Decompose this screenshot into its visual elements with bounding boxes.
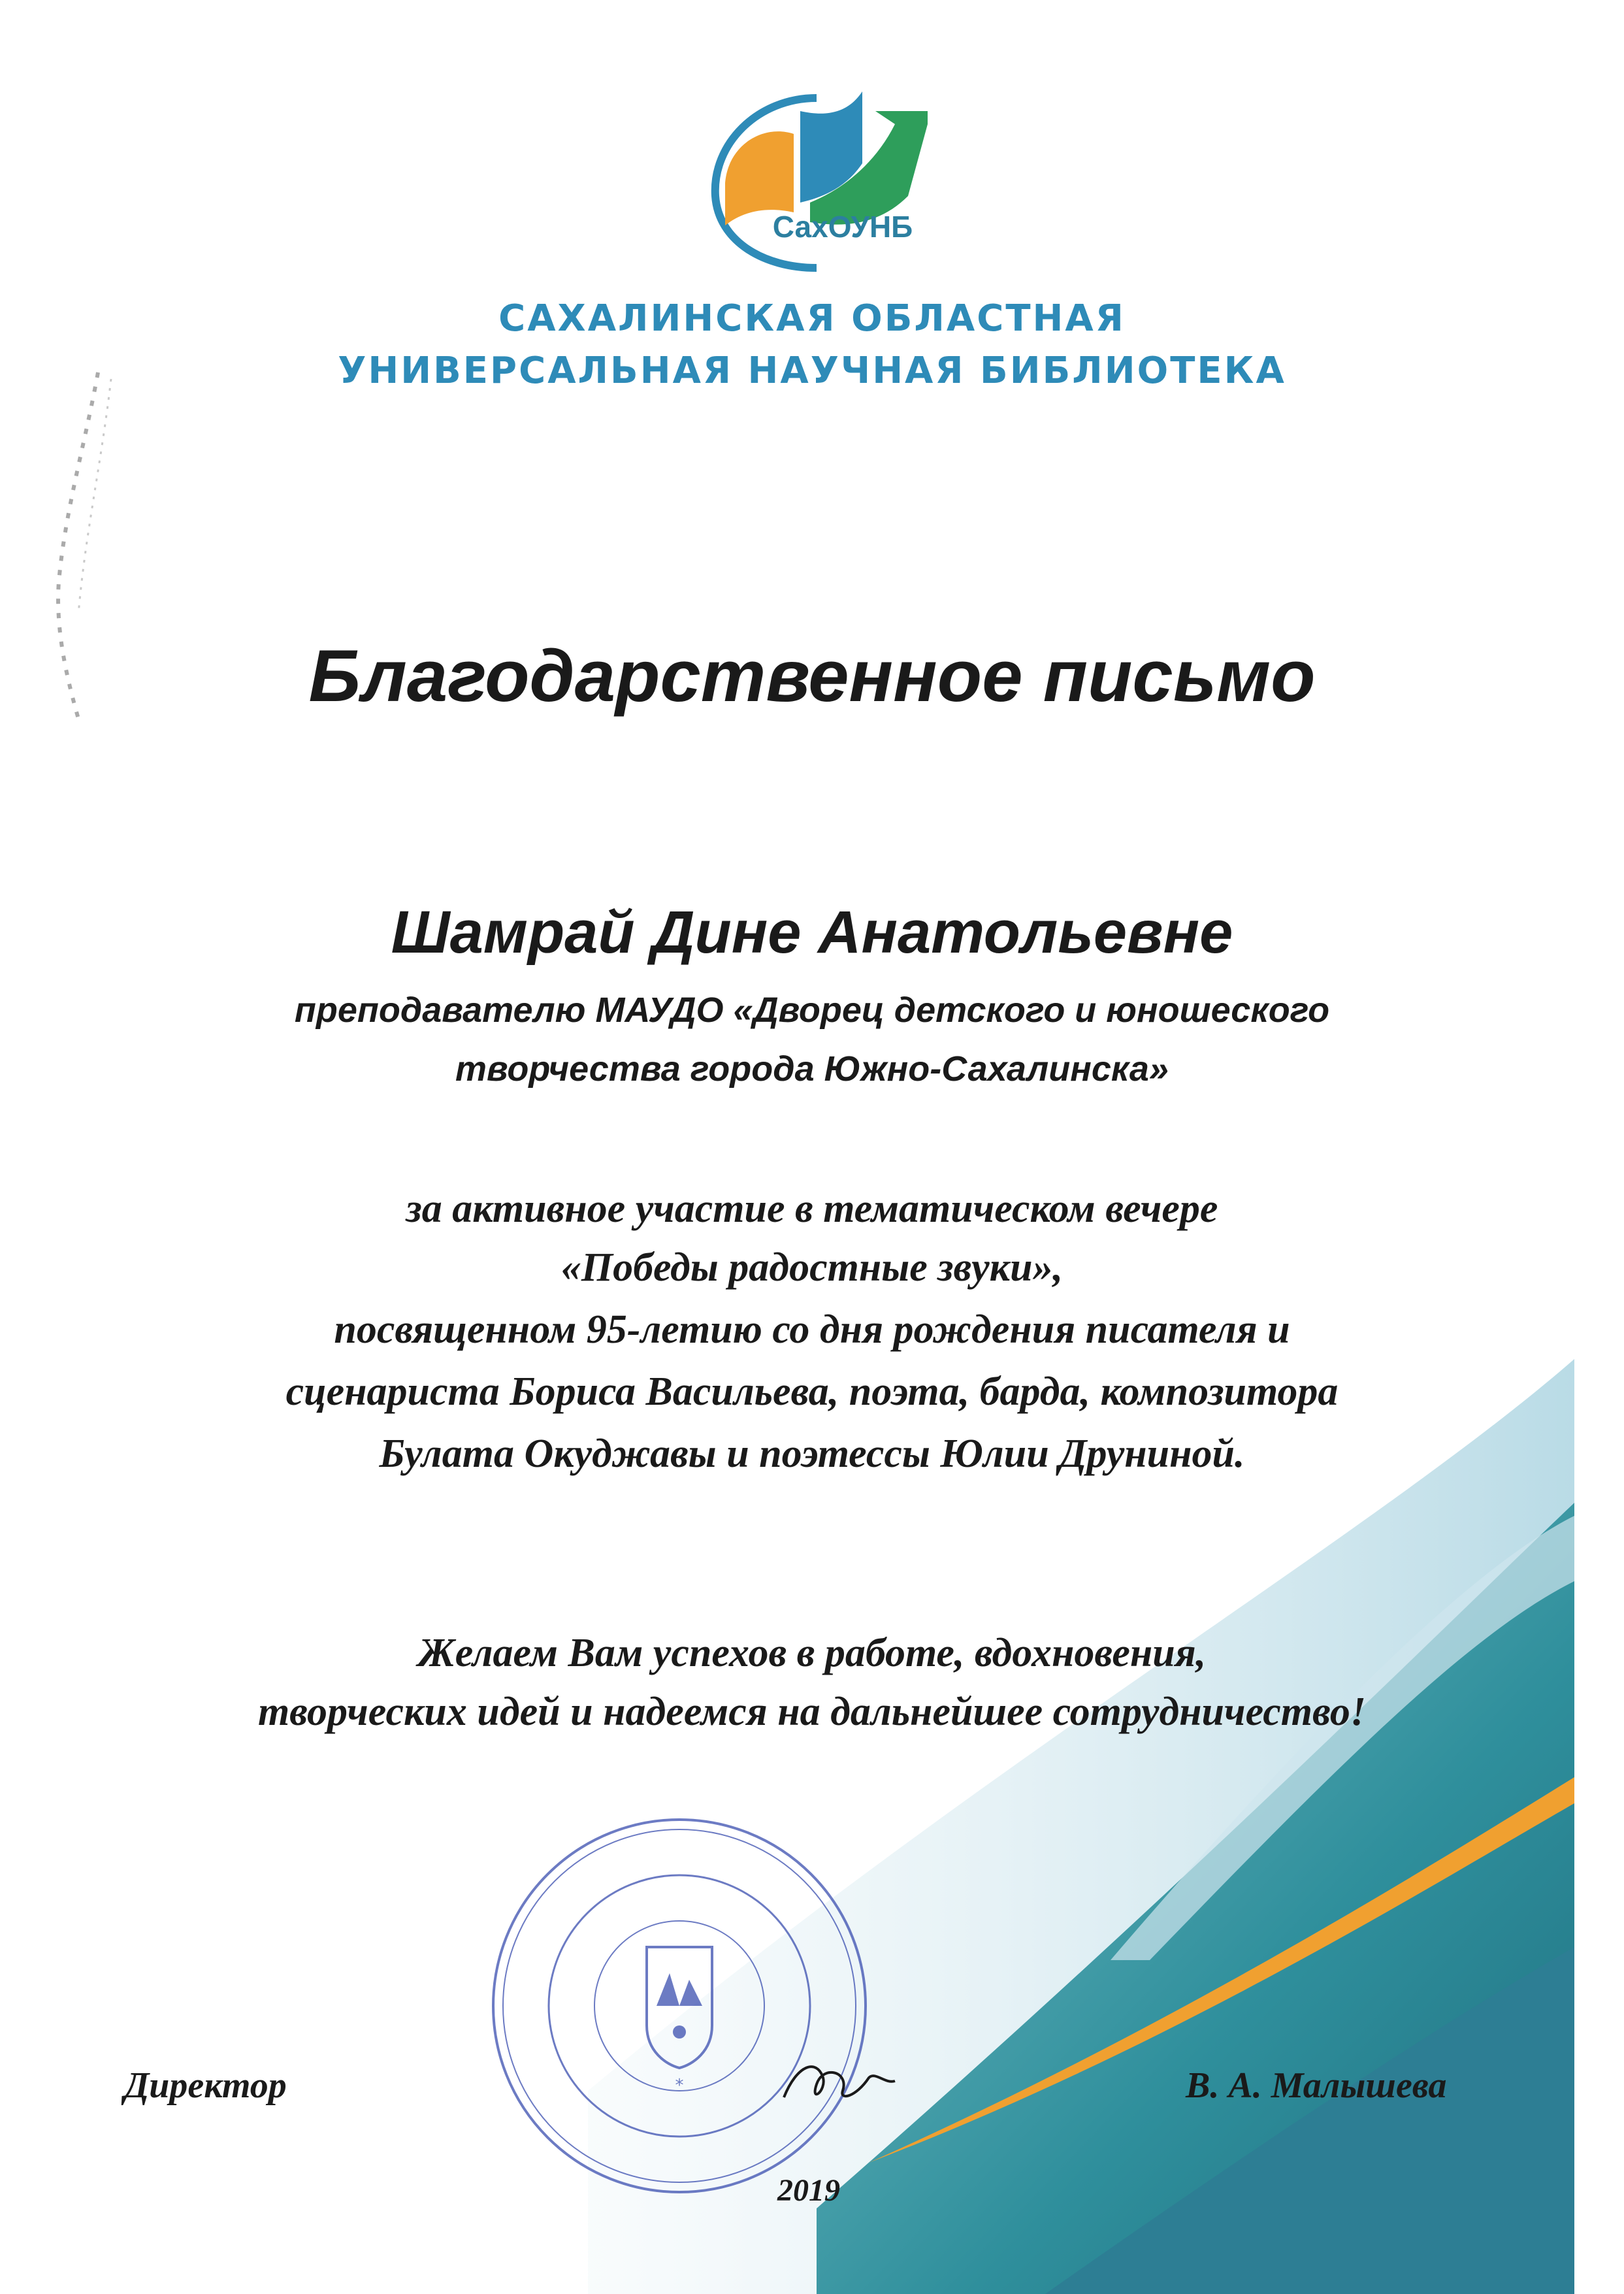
organization-name-line2: УНИВЕРСАЛЬНАЯ НАУЧНАЯ БИБЛИОТЕКА [338, 350, 1286, 392]
wish-line1: Желаем Вам успехов в работе, вдохновения, [417, 1631, 1207, 1675]
reason-line1: за активное участие в тематическом вечере [406, 1187, 1218, 1231]
recipient-position-line1: преподавателю МАУДО «Дворец детского и юношеского [294, 991, 1330, 1030]
reason-line2: «Победы радостные звуки», [560, 1245, 1064, 1290]
signer-role: Директор [124, 2065, 287, 2106]
recipient-position-line2: творчества города Южно-Сахалинска» [455, 1049, 1169, 1089]
document-year: 2019 [777, 2173, 840, 2208]
signer-name: В. А. Малышева [1186, 2065, 1447, 2106]
library-logo [679, 72, 954, 281]
reason-line4: сценариста Бориса Васильева, поэта, барда, композитора [285, 1369, 1339, 1414]
wish-line2: творческих идей и надеемся на дальнейшее сотрудничество! [257, 1690, 1367, 1734]
document-title: Благодарственное письмо [308, 635, 1316, 717]
director-signature [771, 2052, 901, 2117]
organization-name-line1: САХАЛИНСКАЯ ОБЛАСТНАЯ [498, 297, 1126, 340]
recipient-name: Шамрай Дине Анатольевне [391, 899, 1233, 966]
logo-abbreviation: СахОУНБ [772, 210, 913, 244]
reason-line3: посвященном 95-летию со дня рождения писателя и [334, 1307, 1290, 1352]
reason-line5: Булата Окуджавы и поэтессы Юлии Друниной. [379, 1432, 1245, 1476]
official-stamp [483, 1810, 875, 2202]
svg-text:*: * [675, 2076, 684, 2095]
